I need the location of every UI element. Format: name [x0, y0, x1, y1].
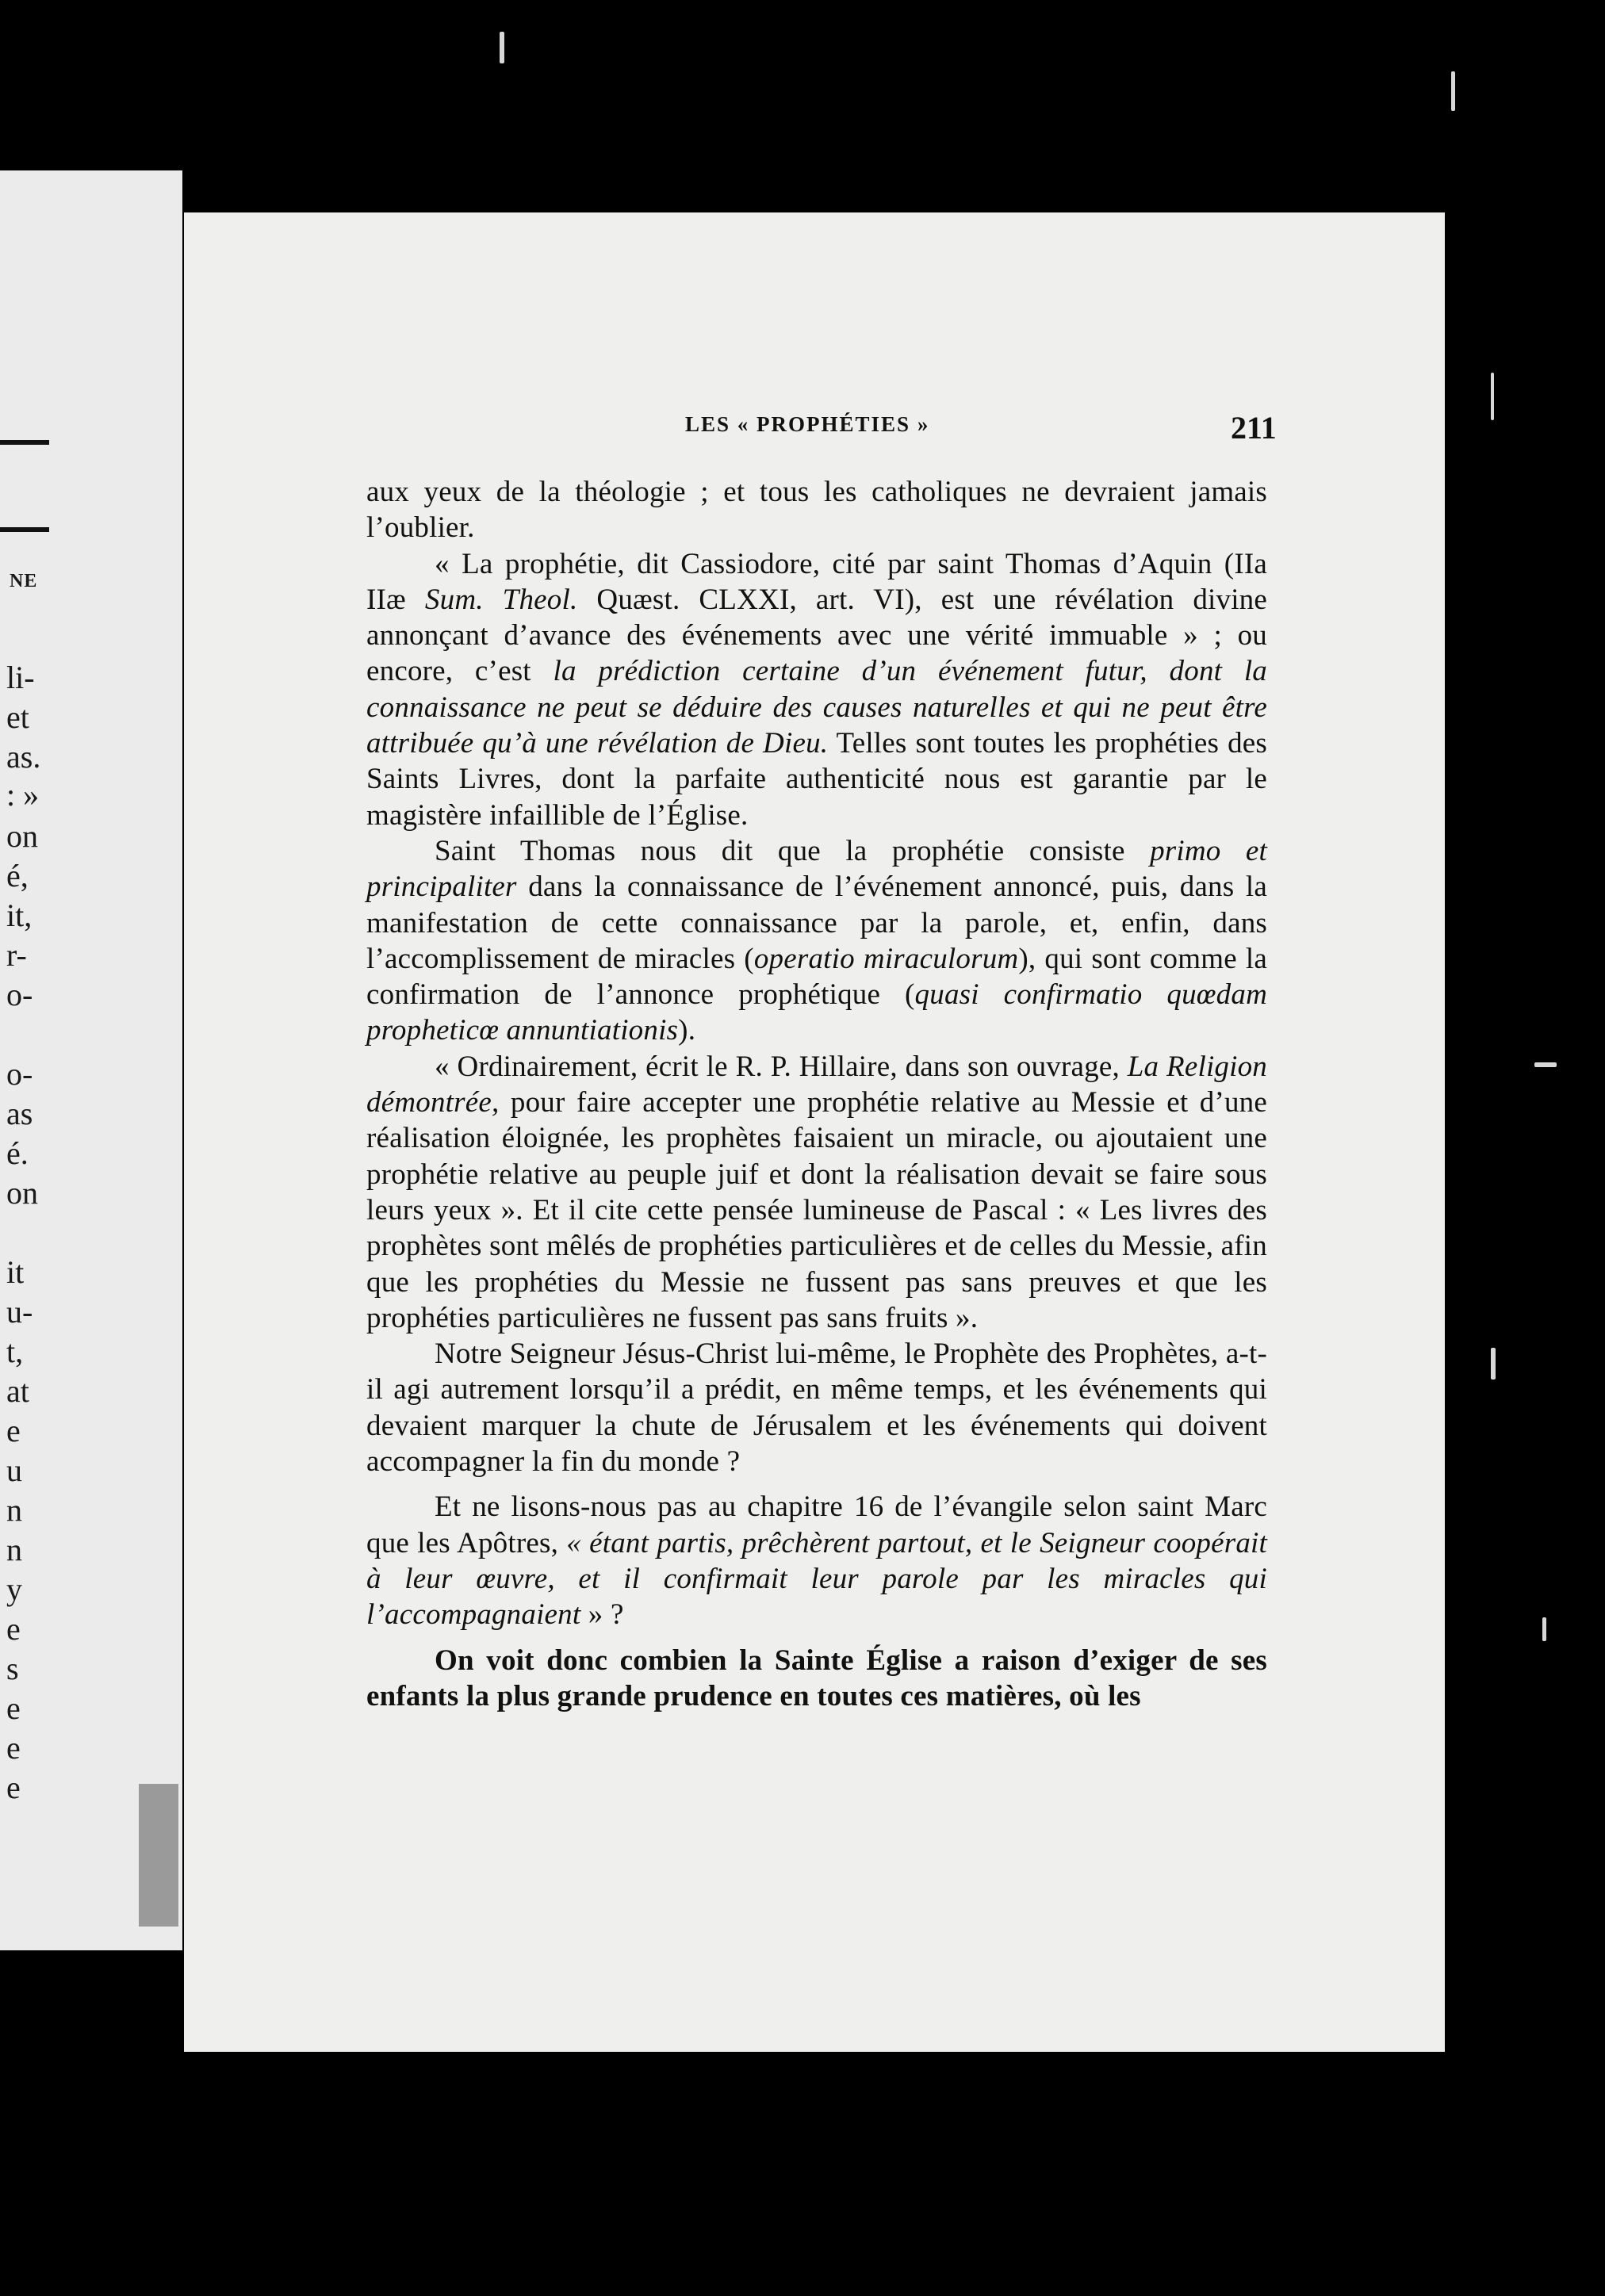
left-page-fragment: y [6, 1571, 22, 1607]
left-page-fragment: r- [6, 937, 27, 973]
left-page-fragment: e [6, 1611, 21, 1647]
left-page-fragment: n [6, 1492, 22, 1528]
left-page-fragment: u- [6, 1294, 33, 1330]
left-page-fragment: e [6, 1413, 21, 1448]
text-segment: Notre Seigneur Jésus-Christ lui-même, le Prophète des Prophètes, a-t-il agi autrement lorsqu’il a prédit, en même temps, et les événements qui devaient marquer la chute de Jérusalem et les événements qui doivent accompagner la fin du monde ? [366, 1337, 1267, 1479]
film-speck [1491, 1348, 1496, 1380]
left-page-fragment: on [6, 1175, 38, 1211]
text-segment: dans la connaissance de l’événement annoncé, puis, dans la manifestation de cette connaissance par la parole, et, enfin, dans l’accomplissement de miracles ( [366, 871, 1267, 975]
paragraph-p1 [366, 474, 1267, 546]
left-page-fragment: as. [6, 739, 41, 775]
left-page-fragment: s [6, 1651, 19, 1686]
italic-text: Sum. Theol. [424, 583, 578, 616]
left-page-fragment: o- [6, 977, 33, 1012]
left-page-fragment: et [6, 699, 29, 735]
italic-text: operatio miraculorum [753, 942, 1019, 975]
italic-text: La Religion démontrée, [366, 1050, 1267, 1119]
body-text [366, 474, 1267, 1714]
text-segment: On voit donc combien la Sainte Église a raison d’exiger de ses enfants la plus grande prudence en toutes ces matières, où les [366, 1644, 1267, 1712]
film-speck [1534, 1062, 1557, 1067]
film-speck [1451, 71, 1455, 111]
film-speck [1491, 373, 1494, 420]
left-page-fragment: é. [6, 1135, 29, 1171]
italic-text: primo et principaliter [366, 834, 1267, 904]
left-page-fragment: é, [6, 858, 29, 894]
italic-text: quasi confirmatio quœdam propheticœ annuntiationis [366, 978, 1267, 1047]
page-rule-bottom [0, 527, 49, 532]
text-segment: Telles sont toutes les prophéties des Saints Livres, dont la parfaite authenticité nous est garantie par le magistère infaillible de l’Église. [366, 727, 1268, 832]
left-page-fragment: li- [6, 660, 35, 695]
left-page-edge [139, 1784, 178, 1927]
text-segment: Et ne lisons-nous pas au chapitre 16 de l’évangile selon saint Marc que les Apôtres, [366, 1490, 1267, 1559]
running-head: LES « PROPHÉTIES » [685, 412, 930, 436]
text-segment: « La prophétie, dit Cassiodore, cité par saint Thomas d’Aquin (IIa IIæ [366, 547, 1267, 616]
left-page-fragment: e [6, 1770, 21, 1805]
left-page-fragment: at [6, 1373, 29, 1409]
left-page-fragment: it, [6, 897, 33, 933]
text-segment: aux yeux de la théologie ; et tous les catholiques ne devraient jamais l’oublier. [366, 476, 1267, 545]
text-segment: Quæst. CLXXI, art. VI), est une révélation divine annonçant d’avance des événements avec une vérité immuable » ; ou encore, c’est [366, 583, 1268, 688]
left-facing-page [0, 170, 182, 1950]
left-page-fragment: it [6, 1254, 25, 1290]
paragraph-p2 [366, 546, 1267, 833]
left-page-fragment: : » [6, 777, 40, 813]
left-page-fragment: e [6, 1730, 21, 1766]
paragraph-p4 [366, 1049, 1267, 1336]
paragraph-p5 [366, 1336, 1267, 1479]
paragraph-p7 [366, 1643, 1267, 1715]
text-segment: pour faire accepter une prophétie relative au Messie et d’une réalisation éloignée, les prophètes faisaient un miracle, ou ajoutaient une prophétie relative au peuple juif et dont la réalisation devait se faire sous leurs yeux ». Et il cite cette pensée lumineuse de Pascal : « Les livres des prophètes sont mêlés de prophéties particulières et de celles du Messie, afin que les prophéties du Messie ne fussent pas sans preuves et que les prophéties particulières ne fussent pas sans fruits ». [366, 1086, 1267, 1334]
left-page-fragment: on [6, 818, 38, 854]
left-page-fragment: u [6, 1452, 22, 1488]
page-rule-top [0, 440, 49, 445]
text-segment: » ? [580, 1598, 624, 1632]
italic-text: la prédiction certaine d’un événement futur, dont la connaissance ne peut se déduire des causes naturelles et qui ne peut être attribuée qu’à une révélation de Dieu. [366, 655, 1267, 760]
film-speck [1542, 1617, 1546, 1641]
text-segment: ). [678, 1014, 696, 1047]
film-speck [500, 32, 504, 63]
paragraph-p6 [366, 1489, 1267, 1632]
book-page [184, 212, 1445, 2052]
paragraph-p3 [366, 833, 1267, 1049]
italic-text: « étant partis, prêchèrent partout, et le Seigneur coopérait à leur œuvre, et il confirmait leur parole par les miracles qui l’accompagnaient [366, 1526, 1267, 1632]
left-page-fragment: t, [6, 1334, 24, 1369]
left-page-fragment: o- [6, 1056, 33, 1092]
page-number: 211 [1231, 410, 1277, 446]
text-segment: « Ordinairement, écrit le R. P. Hillaire, dans son ouvrage, [435, 1050, 1128, 1083]
left-page-fragment: e [6, 1690, 21, 1726]
left-page-fragment: as [6, 1096, 33, 1131]
text-segment: ), qui sont comme la confirmation de l’annonce prophétique ( [366, 942, 1267, 1012]
text-segment: Saint Thomas nous dit que la prophétie consiste [435, 834, 1151, 867]
left-page-fragment: n [6, 1532, 22, 1567]
left-page-header: NE [10, 571, 38, 591]
